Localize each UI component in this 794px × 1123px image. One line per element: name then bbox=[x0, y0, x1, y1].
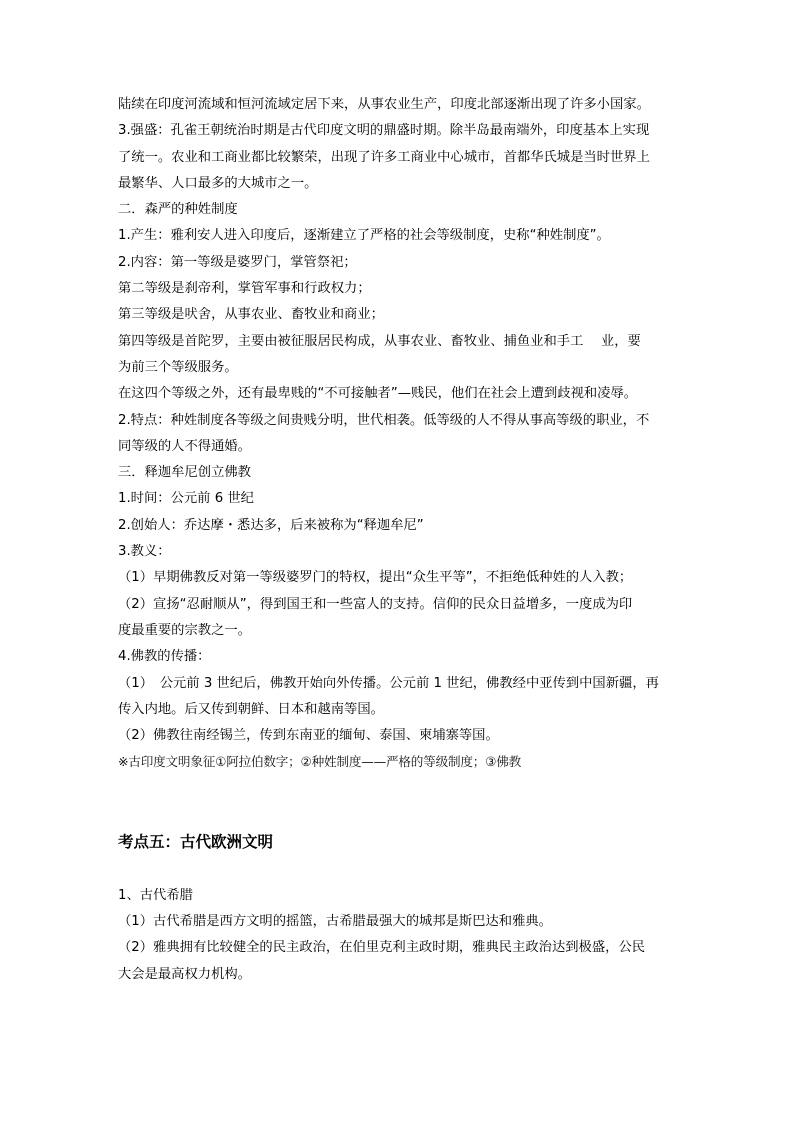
text-line: 同等级的人不得通婚。 bbox=[118, 438, 251, 454]
text-line: 为前三个等级服务。 bbox=[118, 359, 238, 375]
text-line: 3.教义： bbox=[118, 544, 171, 560]
text-line: 3.强盛：孔雀王朝统治时期是古代印度文明的鼎盛时期。除半岛最南端外，印度基本上实现 bbox=[118, 123, 650, 139]
text-line: （1） 公元前 3 世纪后，佛教开始向外传播。公元前 1 世纪，佛教经中亚传到中国新疆，再 bbox=[118, 675, 659, 691]
india-symbols-note: ※古印度文明象征①阿拉伯数字；②种姓制度——严格的等级制度；③佛教 bbox=[118, 754, 522, 770]
text-line: （1）早期佛教反对第一等级婆罗门的特权，提出“众生平等”，不拒绝低种姓的人入教； bbox=[118, 570, 633, 586]
text-line: （1）古代希腊是西方文明的摇篮，古希腊最强大的城邦是斯巴达和雅典。 bbox=[118, 914, 552, 930]
text-line: （2）佛教往南经锡兰，传到东南亚的缅甸、泰国、柬埔寨等国。 bbox=[118, 728, 499, 744]
spacer bbox=[118, 855, 680, 883]
document-page bbox=[118, 92, 680, 988]
text-line: 2.特点：种姓制度各等级之间贵贱分明，世代相袭。低等级的人不得从事高等级的职业，不 bbox=[118, 412, 650, 428]
text-line: 最繁华、人口最多的大城市之一。 bbox=[118, 175, 318, 191]
text-line: 1.产生：雅利安人进入印度后，逐渐建立了严格的社会等级制度，史称“种姓制度”。 bbox=[118, 228, 610, 244]
text-line: 度最重要的宗教之一。 bbox=[118, 622, 251, 638]
text-line: 1、古代希腊 bbox=[118, 887, 193, 903]
text-line: 第三等级是吠舍，从事农业、畜牧业和商业； bbox=[118, 307, 384, 323]
text-line: 第四等级是首陀罗，主要由被征服居民构成，从事农业、畜牧业、捕鱼业和手工 业，要 bbox=[118, 333, 641, 349]
text-line: 1.时间：公元前 6 世纪 bbox=[118, 491, 254, 507]
text-line: 三．释迦牟尼创立佛教 bbox=[118, 465, 251, 481]
india-civilization-section bbox=[118, 92, 680, 749]
text-line: 二．森严的种姓制度 bbox=[118, 202, 238, 218]
europe-civilization-section bbox=[118, 883, 680, 988]
text-line: （2）雅典拥有比较健全的民主政治，在伯里克利主政时期，雅典民主政治达到极盛，公民 bbox=[118, 940, 646, 956]
text-line: 陆续在印度河流域和恒河流域定居下来，从事农业生产，印度北部逐渐出现了许多小国家。 bbox=[118, 97, 650, 112]
spacer bbox=[118, 776, 680, 829]
text-line: 4.佛教的传播： bbox=[118, 649, 211, 665]
text-line: 2.内容：第一等级是婆罗门，掌管祭祀； bbox=[118, 254, 357, 270]
text-line: 传入内地。后又传到朝鲜、日本和越南等国。 bbox=[118, 701, 384, 717]
text-line: （2）宣扬“忍耐顺从”，得到国王和一些富人的支持。信仰的民众日益增多，一度成为印 bbox=[118, 596, 633, 612]
text-line: 2.创始人：乔达摩・悉达多，后来被称为“释迦牟尼” bbox=[118, 517, 424, 533]
text-line: 在这四个等级之外，还有最卑贱的“不可接触者”—贱民，他们在社会上遭到歧视和凌辱。 bbox=[118, 386, 638, 402]
text-line: 第二等级是刹帝利，掌管军事和行政权力； bbox=[118, 281, 371, 297]
text-line: 大会是最高权力机构。 bbox=[118, 966, 251, 982]
section-heading: 考点五：古代欧洲文明 bbox=[118, 832, 274, 851]
text-line: 了统一。农业和工商业都比较繁荣，出现了许多工商业中心城市，首都华氏城是当时世界上 bbox=[118, 149, 650, 165]
